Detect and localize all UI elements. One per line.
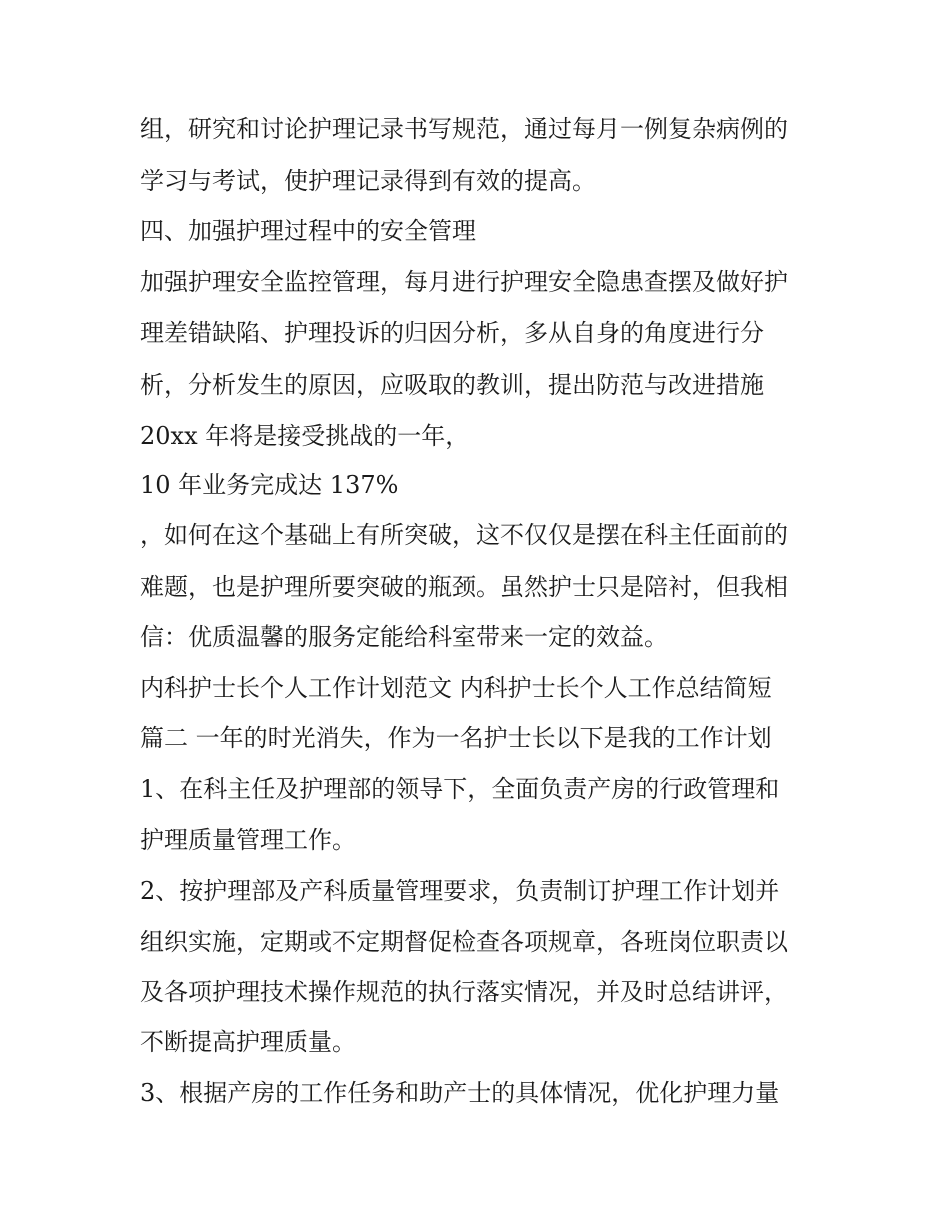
text-line: 组织实施，定期或不定期督促检查各项规章，各班岗位职责以 [140,928,788,956]
title-line: 内科护士长个人工作计划范文 内科护士长个人工作总结简短 [140,674,772,702]
text-line: 篇二 一年的时光消失，作为一名护士长以下是我的工作计划 [140,724,772,752]
text-line: 不断提高护理质量。 [140,1028,356,1056]
list-item: 3、根据产房的工作任务和助产士的具体情况，优化护理力量 [140,1079,780,1107]
text-line: 及各项护理技术操作规范的执行落实情况，并及时总结讲评， [140,978,788,1006]
section-heading: 四、加强护理过程中的安全管理 [140,217,476,245]
text-line: ，如何在这个基础上有所突破，这不仅仅是摆在科主任面前的 [140,521,788,549]
text-line: 难题，也是护理所要突破的瓶颈。虽然护士只是陪衬，但我相 [140,573,788,601]
text-line: 信：优质温馨的服务定能给科室带来一定的效益。 [140,623,668,651]
text-line: 加强护理安全监控管理，每月进行护理安全隐患查摆及做好护 [140,268,788,296]
list-item: 1、在科主任及护理部的领导下，全面负责产房的行政管理和 [140,775,780,803]
text-line: 析，分析发生的原因，应吸取的教训，提出防范与改进措施 [140,371,764,399]
text-line: 组，研究和讨论护理记录书写规范，通过每月一例复杂病例的 [140,115,788,143]
text-line: 理差错缺陷、护理投诉的归因分析，多从自身的角度进行分 [140,319,764,347]
text-line: 学习与考试，使护理记录得到有效的提高。 [140,167,596,195]
list-item: 2、按护理部及产科质量管理要求，负责制订护理工作计划并 [140,877,780,905]
text-line: 10 年业务完成达 137% [140,471,399,499]
text-line: 20xx 年将是接受挑战的一年， [140,422,470,450]
text-line: 护理质量管理工作。 [140,826,356,854]
